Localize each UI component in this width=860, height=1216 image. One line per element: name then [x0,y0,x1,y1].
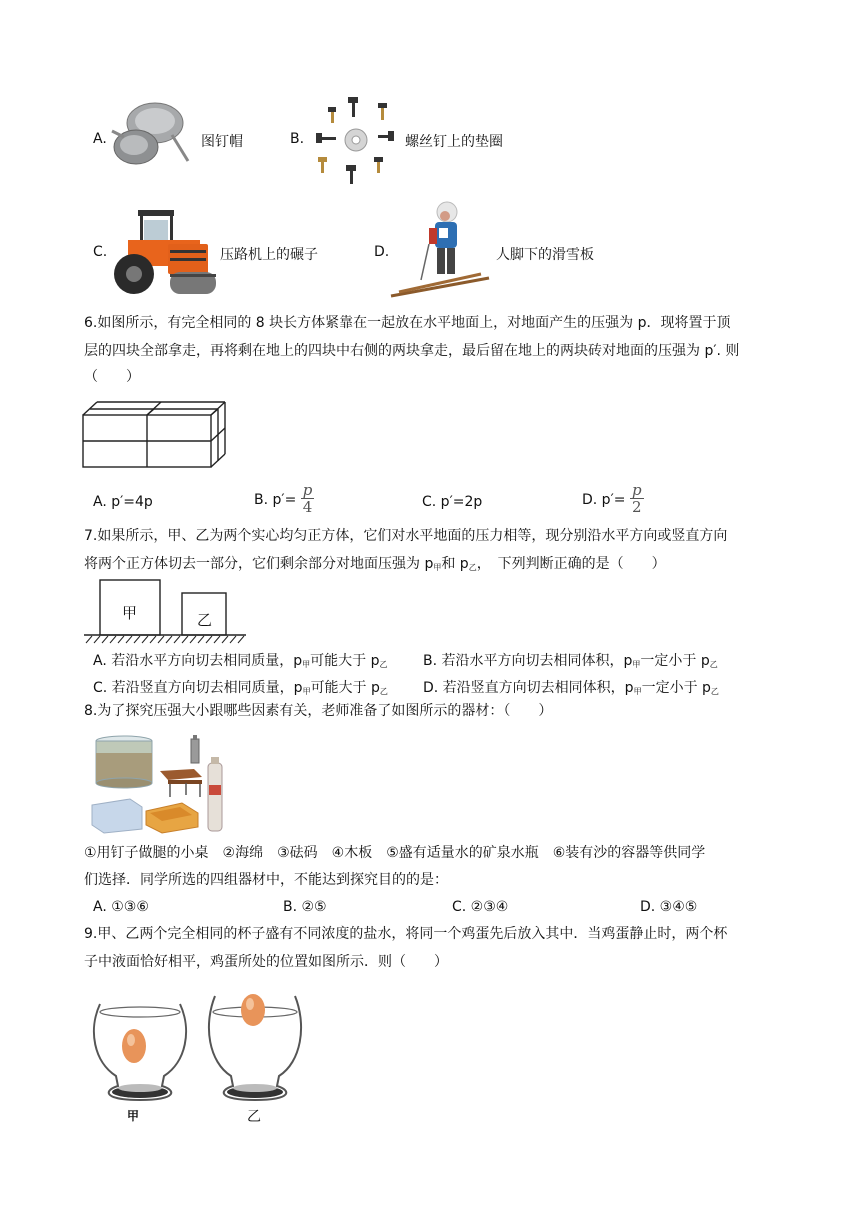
cup-label-jia: 甲 [127,1109,140,1123]
option-letter: C. [93,244,108,260]
subscript: 乙 [379,660,388,669]
option-text: 螺丝钉上的垫圈 [405,134,503,150]
fraction-denominator: 2 [631,498,642,516]
cube-label-jia: 甲 [122,604,138,622]
text-run: ， 下列判断正确的是（ ） [476,556,666,572]
question-text-line: （ ） [84,369,140,385]
option-a [93,650,387,670]
option-c: C. ②③④ [452,899,509,915]
subscript: 乙 [709,660,718,669]
option-d [423,677,719,697]
question-text-line: ①用钉子做腿的小桌 ②海绵 ③砝码 ④木板 ⑤盛有适量水的矿泉水瓶 ⑥装有沙的容器等供同学 [84,845,706,861]
question-text-line: 层的四块全部拿走，再将剩在地上的四块中右侧的两块拿走，最后留在地上的两块砖对地面的压强为 p′. 则 [84,343,740,359]
question-text-line: 子中液面恰好相平，鸡蛋所处的位置如图所示．则（ ） [84,954,448,970]
question-text-line: 们选择．同学所选的四组器材中，不能达到探究目的的是： [84,872,448,888]
option-d [582,483,644,516]
subscript: 甲 [433,563,442,572]
text-run: A. 若沿水平方向切去相同质量，p [93,653,303,669]
question-text-line: 6.如图所示，有完全相同的 8 块长方体紧靠在一起放在水平地面上，对地面产生的压强为 p．现将置于顶 [84,315,731,331]
screws-washer-icon [308,95,404,185]
stacked-bricks-figure [82,401,228,469]
option-b [254,483,314,516]
subscript: 甲 [302,687,311,696]
option-a: A. ①③⑥ [93,899,149,915]
option-a: A. p′=4p [93,494,153,510]
question-text-line: 8.为了探究压强大小跟哪些因素有关，老师准备了如图所示的器材：（ ） [84,703,553,719]
fraction-p-over-2 [630,483,644,516]
fraction-numerator: p [631,481,642,499]
text-run: 和 p [441,556,469,572]
question-text-line: 9.甲、乙两个完全相同的杯子盛有不同浓度的盐水，将同一个鸡蛋先后放入其中．当鸡蛋静止时，两个杯 [84,926,728,942]
subscript: 乙 [379,687,388,696]
text-run: 一定小于 p [640,653,710,669]
text-run: 可能大于 p [310,653,380,669]
question-text-line: 7.如果所示，甲、乙为两个实心均匀正方体，它们对水平地面的压力相等，现分别沿水平方向或竖直方向 [84,528,728,544]
subscript: 甲 [302,660,311,669]
pressure-equipment-figure [90,733,230,835]
cup-label-yi: 乙 [247,1109,261,1125]
fraction-numerator: p [302,481,313,499]
road-roller-icon [108,206,220,296]
skier-icon [385,200,495,300]
option-d-prefix: D. p′= [582,491,626,508]
option-b: B. ②⑤ [283,899,327,915]
option-c [93,677,388,697]
two-cubes-figure [84,579,248,645]
option-b [423,650,718,670]
option-text: 人脚下的滑雪板 [496,247,594,263]
option-text: 压路机上的碾子 [220,247,318,263]
option-b-prefix: B. p′= [254,491,297,508]
egg-in-cup-yi-figure [205,990,305,1108]
text-run: B. 若沿水平方向切去相同体积，p [423,653,633,669]
text-run: C. 若沿竖直方向切去相同质量，p [93,680,303,696]
question-text-line [84,550,666,582]
subscript: 甲 [632,660,641,669]
text-run: 可能大于 p [310,680,380,696]
thumbtack-icon [110,95,190,175]
text-run: 将两个正方体切去一部分，它们剩余部分对地面压强为 p [84,556,434,572]
option-text: 图钉帽 [201,134,243,150]
text-run: 一定小于 p [641,680,711,696]
egg-in-cup-jia-figure [90,990,190,1108]
option-letter: A. [93,131,107,147]
option-letter: D. [374,244,390,260]
subscript: 乙 [710,687,719,696]
option-letter: B. [290,131,305,147]
fraction-denominator: 4 [302,498,313,516]
option-d: D. ③④⑤ [640,899,698,915]
option-c: C. p′=2p [422,494,483,510]
cube-label-yi: 乙 [197,611,213,629]
text-run: D. 若沿竖直方向切去相同体积，p [423,680,634,696]
fraction-p-over-4 [301,483,315,516]
subscript: 乙 [468,563,477,572]
subscript: 甲 [633,687,642,696]
